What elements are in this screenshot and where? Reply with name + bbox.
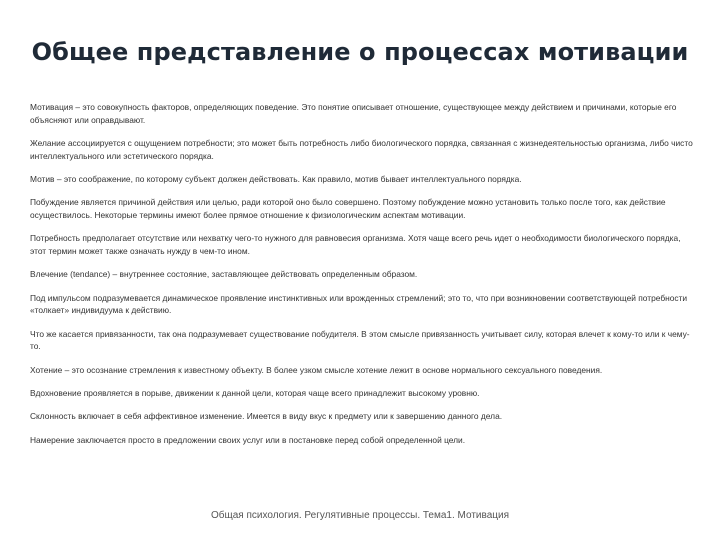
- paragraph: Мотивация – это совокупность факторов, определяющих поведение. Это понятие описывает отношение, существующее между действием и причинами, которые его объясняют или оправдывают.: [30, 102, 677, 125]
- slide-footer: Общая психология. Регулятивные процессы. Тема1. Мотивация: [211, 510, 509, 521]
- paragraph: Вдохновение проявляется в порыве, движении к данной цели, которая чаще всего принадлежит высокому уровню.: [30, 388, 480, 399]
- slide-title: Общее представление о процессах мотивации: [31, 38, 689, 66]
- paragraph: Влечение (tendance) – внутреннее состояние, заставляющее действовать определенным образом.: [30, 269, 418, 280]
- paragraph: Склонность включает в себя аффективное изменение. Имеется в виду вкус к предмету или к завершению данного дела.: [30, 411, 503, 422]
- paragraph: Под импульсом подразумевается динамическое проявление инстинктивных или врожденных стремлений; это то, что при возникновении соответствующей потребности «толкает» индивидуума к действию.: [30, 292, 688, 316]
- paragraph: Мотив – это соображение, по которому субъект должен действовать. Как правило, мотив бывает интеллектуального порядка.: [30, 173, 522, 184]
- paragraph: Побуждение является причиной действия или целью, ради которой оно было совершено. Поэтому побуждение можно установить только после того, как действие осуществилось. Некоторые термины имеют более прямое отношение к физиологическим аспектам мотивации.: [30, 197, 666, 220]
- paragraph: Намерение заключается просто в предложении своих услуг или в постановке перед собой определенной цели.: [30, 434, 466, 445]
- paragraph: Потребность предполагает отсутствие или нехватку чего-то нужного для равновесия организма. Хотя чаще всего речь идет о необходимости биологического порядка, этот термин может также означать нужду в чем-то ином.: [30, 233, 681, 256]
- paragraph: Желание ассоциируется с ощущением потребности; это может быть потребность либо биологического порядка, связанная с жизнедеятельностью организма, либо чисто интеллектуального или эстетического порядка.: [30, 137, 693, 161]
- slide-body: [30, 101, 696, 457]
- paragraph: Что же касается привязанности, так она подразумевает существование побудителя. В этом смысле привязанность учитывает силу, которая влечет к кому-то или к чему-то.: [30, 328, 690, 352]
- paragraph: Хотение – это осознание стремления к известному объекту. В более узком смысле хотение лежит в основе нормального сексуального поведения.: [30, 364, 603, 375]
